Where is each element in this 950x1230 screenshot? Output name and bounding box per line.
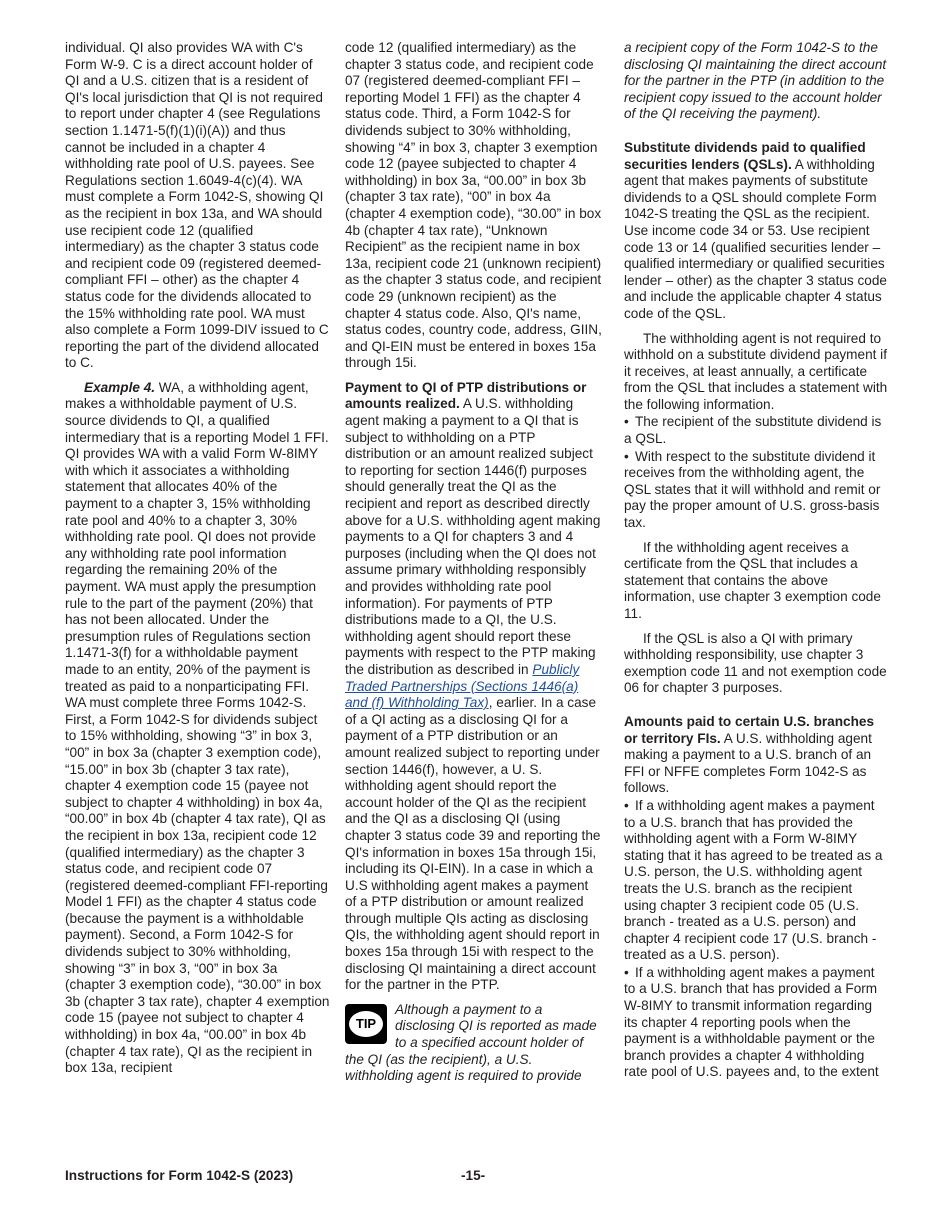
ptp-section [345, 380, 603, 994]
bullet-icon: • [624, 414, 629, 430]
list-item: • The recipient of the substitute dividend is a QSL. [624, 414, 882, 447]
qsl-text: A withholding agent that makes payments of substitute dividends to a QSL should complete Form 1042-S treating the QSL as the recipient. Use income code 34 or 53. Use recipient code 13 or 14 (qualified securities lender – qualified intermediary or qualified securities lender – other) as the chapter 3 status code and include the applicable chapter 4 status code of the QSL. [624, 156, 887, 321]
qsl-paragraph-3: If the withholding agent receives a certificate from the QSL that includes a statement that contains the above information, use chapter 3 exemption code 11. [624, 539, 881, 621]
ptp-heading: Payment to QI of PTP distributions or amounts realized. [345, 379, 587, 412]
tip-continued: a recipient copy of the Form 1042-S to the disclosing QI maintaining the direct account for the partner in the PTP (in addition to the recipient copy issued to the account holder of the QI receiving the payment). [624, 40, 887, 122]
qsl-paragraph-2: The withholding agent is not required to withhold on a substitute dividend payment if it receives, at least annually, a certificate from the QSL that includes a statement with the following information. [624, 330, 888, 412]
bullet-icon: • [624, 448, 629, 464]
qsl-bullet-list [624, 414, 888, 531]
tip-icon-label: TIP [349, 1011, 383, 1037]
column-1 [65, 40, 330, 1085]
paragraph: code 12 (qualified intermediary) as the chapter 3 status code, and recipient code 07 (registered deemed-compliant FFI – reporting Model 1 FFI) as the chapter 4 status code. Third, a Form 1042-S for dividends subject to 30% withholding, showing “4” in box 3, chapter 3 exemption code 12 (payee subjected to chapter 4 withholding) in box 3a, “00.00” in box 3b (chapter 3 tax rate), “00” in box 4a (chapter 4 exemption code), “30.00” in box 4b (chapter 4 tax rate), “Unknown Recipient” as the recipient name in box 13a, recipient code 21 (unknown recipient) as the chapter 3 status code, and recipient code 29 (unknown recipient) as the chapter 4 status code. Also, QI's name, status codes, country code, address, GIIN, and QI-EIN must be entered in boxes 15a through 15i. [345, 40, 602, 371]
list-item: • If a withholding agent makes a payment to a U.S. branch that has provided the withholding agent with a Form W-8IMY stating that it has agreed to be treated as a U.S. person, the U.S. withholding agent treats the U.S. branch as the recipient using chapter 3 recipient code 05 (U.S. branch - treated as a U.S. person) and chapter 4 recipient code 17 (U.S. branch - treated as a U.S. person). [624, 797, 883, 963]
page-number: -15- [461, 1168, 486, 1183]
tip-box [345, 1002, 603, 1085]
list-item: • If a withholding agent makes a payment to a U.S. branch that has provided a Form W-8IMY to transmit information regarding its chapter 4 reporting pools when the payment is a withholdable payment or the branch provides a chapter 4 withholding rate pool of U.S. payees and, to the extent [624, 964, 879, 1080]
qsl-section [624, 140, 888, 323]
tip-icon [345, 1004, 387, 1044]
column-3 [624, 40, 888, 1082]
example-4-text: WA, a withholding agent, makes a withholdable payment of U.S. source dividends to QI, a qualified intermediary that is a reporting Model 1 FFI. QI provides WA with a valid Form W-8IMY with which it associates a withholding statement that allocates 40% of the payment to a chapter 3, 15% withholding rate pool and 40% to a chapter 3, 30% withholding rate pool. QI does not provide any withholding rate pool information regarding the remaining 20% of the payment. WA must apply the presumption rule to the part of the payment (20%) that has not been allocated. Under the presumption rules of Regulations section 1.1471-3(f) for a withholdable payment made to an entity, 20% of the payment is treated as paid to a nonparticipating FFI. WA must complete three Forms 1042-S. First, a Form 1042-S for dividends subject to 15% withholding, showing “3” in box 3, “00” in box 3a (chapter 3 exemption code), “15.00” in box 3b (chapter 3 tax rate), chapter 4 exemption code 15 (payee not subject to chapter 4 withholding) in box 4a, “00.00” in box 4b (chapter 4 tax rate), QI as the recipient in box 13a, recipient code 12 (qualified intermediary) as the chapter 3 status code, and recipient code 07 (registered deemed-compliant FFI-reporting Model 1 FFI) as the chapter 4 status code (because the payment is a withholdable payment). Second, a Form 1042-S for dividends subject to 30% withholding, showing “3” in box 3, “00” in box 3a (chapter 3 exemption code), “30.00” in box 3b (chapter 3 tax rate), chapter 4 exemption code 15 (payee not subject to chapter 4 withholding) in box 4a, “00.00” in box 4b (chapter 4 tax rate), QI as the recipient in box 13a, recipient [65, 379, 330, 1076]
footer-title: Instructions for Form 1042-S (2023) [65, 1168, 294, 1183]
column-2 [345, 40, 603, 1093]
ptp-link[interactable]: Publicly Traded Partnerships (Sections 1446(a) and (f) Withholding Tax) [345, 661, 580, 711]
bullet-icon: • [624, 797, 629, 813]
list-item: • With respect to the substitute dividend it receives from the withholding agent, the QSL states that it will withhold and remit or pay the proper amount of U.S. gross-basis tax. [624, 448, 881, 531]
qsl-paragraph-4: If the QSL is also a QI with primary withholding responsibility, use chapter 3 exemption code 11 and not exemption code 06 for chapter 3 purposes. [624, 630, 887, 696]
example-4-paragraph [65, 380, 330, 1077]
branch-section [624, 714, 888, 797]
qsl-heading: Substitute dividends paid to qualified securities lenders (QSLs). [624, 139, 866, 172]
branch-text: A U.S. withholding agent making a payment to a U.S. branch of an FFI or NFFE completes Form 1042-S as follows. [624, 730, 872, 796]
ptp-text: A U.S. withholding agent making a payment to a QI that is subject to withholding on a PTP distribution or an amount realized subject to reporting for section 1446(f) purposes should generally treat the QI as the recipient and report as described directly above for a U.S. withholding agent making payments to a QI for chapters 3 and 4 purposes (including when the QI does not assume primary withholding responsibly and provides withholding rate pool information). For payments of PTP distributions made to a QI, the U.S. withholding agent should report these payments with respect to the PTP making the distribution as described in [345, 396, 601, 677]
example-4-label: Example 4. [84, 379, 156, 395]
paragraph: individual. QI also provides WA with C's Form W-9. C is a direct account holder of QI and a U.S. citizen that is a resident of QI's local jurisdiction that QI is not required to report under chapter 4 (see Regulations section 1.1471-5(f)(1)(i)(A)) and thus cannot be included in a chapter 4 withholding rate pool of U.S. payees. See Regulations section 1.6049-4(c)(4). WA must complete a Form 1042-S, showing QI as the recipient in box 13a, and WA should use recipient code 12 (qualified intermediary) as the chapter 3 status code and recipient code 09 (registered deemed-compliant FFI – other) as the chapter 4 status code for the dividends allocated to the 15% withholding rate pool. WA must also complete a Form 1099-DIV issued to C reporting the part of the dividend allocated to C. [65, 40, 329, 371]
bullet-icon: • [624, 964, 629, 980]
ptp-text-continued: , earlier. In a case of a QI acting as a disclosing QI for a payment of a PTP distribution or an amount realized subject to reporting under section 1446(f), however, a U. S. withholding agent should report the account holder of the QI as the recipient and the QI as a disclosing QI (using chapter 3 status code 39 and reporting the QI's information in boxes 15a through 15i, including its QI-EIN). In a case in which a U.S withholding agent makes a payment of a PTP distribution or amount realized through multiple QIs acting as disclosing QIs, the withholding agent should report in boxes 15a through 15i with respect to the disclosing QI maintaining a direct account for the partner in the PTP. [345, 695, 601, 993]
branch-bullet-list [624, 798, 888, 1081]
branch-heading: Amounts paid to certain U.S. branches or territory FIs. [624, 713, 875, 746]
tip-text: Although a payment to a disclosing QI is reported as made to a specified account holder of the QI (as the recipient), a U.S. withholding agent is required to provide [345, 1001, 597, 1084]
